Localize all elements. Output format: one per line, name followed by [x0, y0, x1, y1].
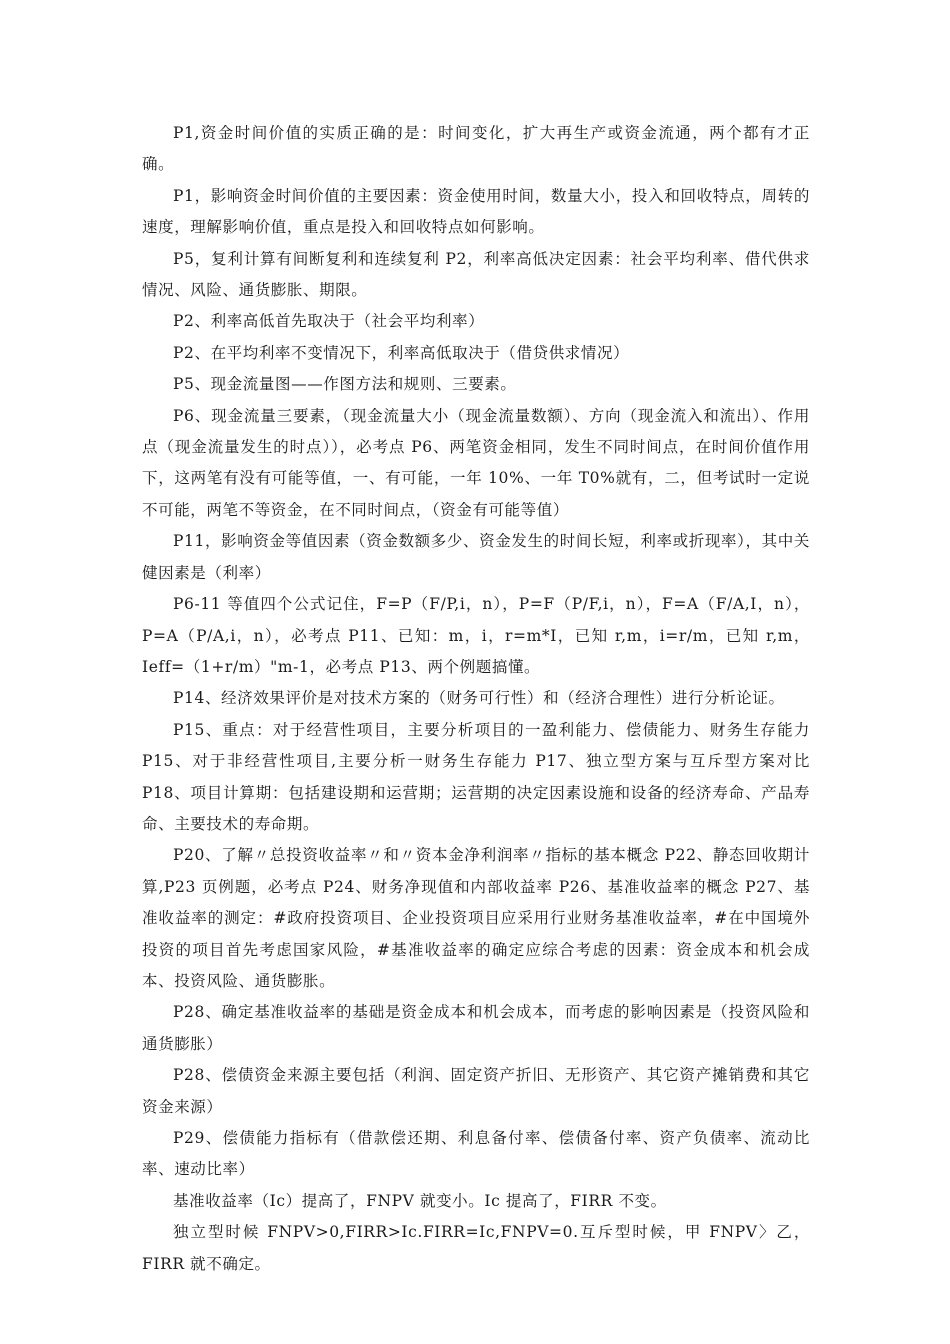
document-body [142, 118, 810, 1280]
paragraph-10: P14、经济效果评价是对技术方案的（财务可行性）和（经济合理性）进行分析论证。 [173, 689, 785, 708]
paragraph-9: P6-11 等值四个公式记住，F=P（F/P,i，n），P=F（P/F,i，n），F=A（F/A,I，n），P=A（P/A,i，n），必考点 P11、已知：m，i，r=m*I，已知 r,m，i=r/m，已知 r,m，Ieff=（1+r/m）"m-1，必考点 P13、两个例题搞懂。 [142, 595, 810, 676]
paragraph-12: P20、了解〃总投资收益率〃和〃资本金净利润率〃指标的基本概念 P22、静态回收期计算,P23 页例题，必考点 P24、财务净现值和内部收益率 P26、基准收益率的概念 P27、基准收益率的测定：#政府投资项目、企业投资项目应采用行业财务基准收益率，#在中国境外投资的项目首先考虑国家风险，#基准收益率的确定应综合考虑的因素：资金成本和机会成本、投资风险、通货膨胀。 [142, 846, 810, 990]
paragraph-6: P5、现金流量图——作图方法和规则、三要素。 [173, 375, 517, 394]
paragraph-3: P5，复利计算有间断复利和连续复利 P2，利率高低决定因素：社会平均利率、借代供求情况、风险、通货膨胀、期限。 [142, 249, 810, 300]
paragraph-8: P11，影响资金等值因素（资金数额多少、资金发生的时间长短，利率或折现率），其中关健因素是（利率） [142, 532, 810, 582]
paragraph-17: 独立型时候 FNPV>0,FIRR>Ic.FIRR=Ic,FNPV=0.互斥型时候，甲 FNPV〉乙，FIRR 就不确定。 [142, 1223, 810, 1273]
paragraph-5: P2、在平均利率不变情况下，利率高低取决于（借贷供求情况） [173, 343, 630, 362]
paragraph-7: P6、现金流量三要素，（现金流量大小（现金流量数额）、方向（现金流入和流出）、作用点（现金流量发生的时点）），必考点 P6、两笔资金相同，发生不同时间点，在时间价值作用下，这两笔有没有可能等值，一、有可能，一年 10%、一年 T0%就有，二，但考试时一定说不可能，两笔不等资金，在不同时间点，（资金有可能等值） [142, 406, 810, 519]
paragraph-2: P1，影响资金时间价值的主要因素：资金使用时间，数量大小，投入和回收特点，周转的速度，理解影响价值，重点是投入和回收特点如何影响。 [142, 186, 810, 237]
paragraph-11: P15、重点：对于经营性项目，主要分析项目的一盈利能力、偿债能力、财务生存能力 P15、对于非经营性项目,主要分析一财务生存能力 P17、独立型方案与互斥型方案对比 P18、项目计算期：包括建设期和运营期；运营期的决定因素设施和设备的经济寿命、产品寿命、主要技术的寿命期。 [142, 720, 810, 833]
paragraph-1: P1,资金时间价值的实质正确的是：时间变化，扩大再生产或资金流通，两个都有才正确。 [142, 124, 810, 174]
paragraph-14: P28、偿债资金来源主要包括（利润、固定资产折旧、无形资产、其它资产摊销费和其它资金来源） [142, 1066, 810, 1116]
paragraph-16: 基准收益率（Ic）提高了，FNPV 就变小。Ic 提高了，FIRR 不变。 [173, 1191, 667, 1210]
paragraph-4: P2、利率高低首先取决于（社会平均利率） [173, 312, 485, 331]
paragraph-15: P29、偿债能力指标有（借款偿还期、利息备付率、偿债备付率、资产负债率、流动比率、速动比率） [142, 1129, 810, 1179]
paragraph-13: P28、确定基准收益率的基础是资金成本和机会成本，而考虑的影响因素是（投资风险和通货膨胀） [142, 1003, 810, 1053]
